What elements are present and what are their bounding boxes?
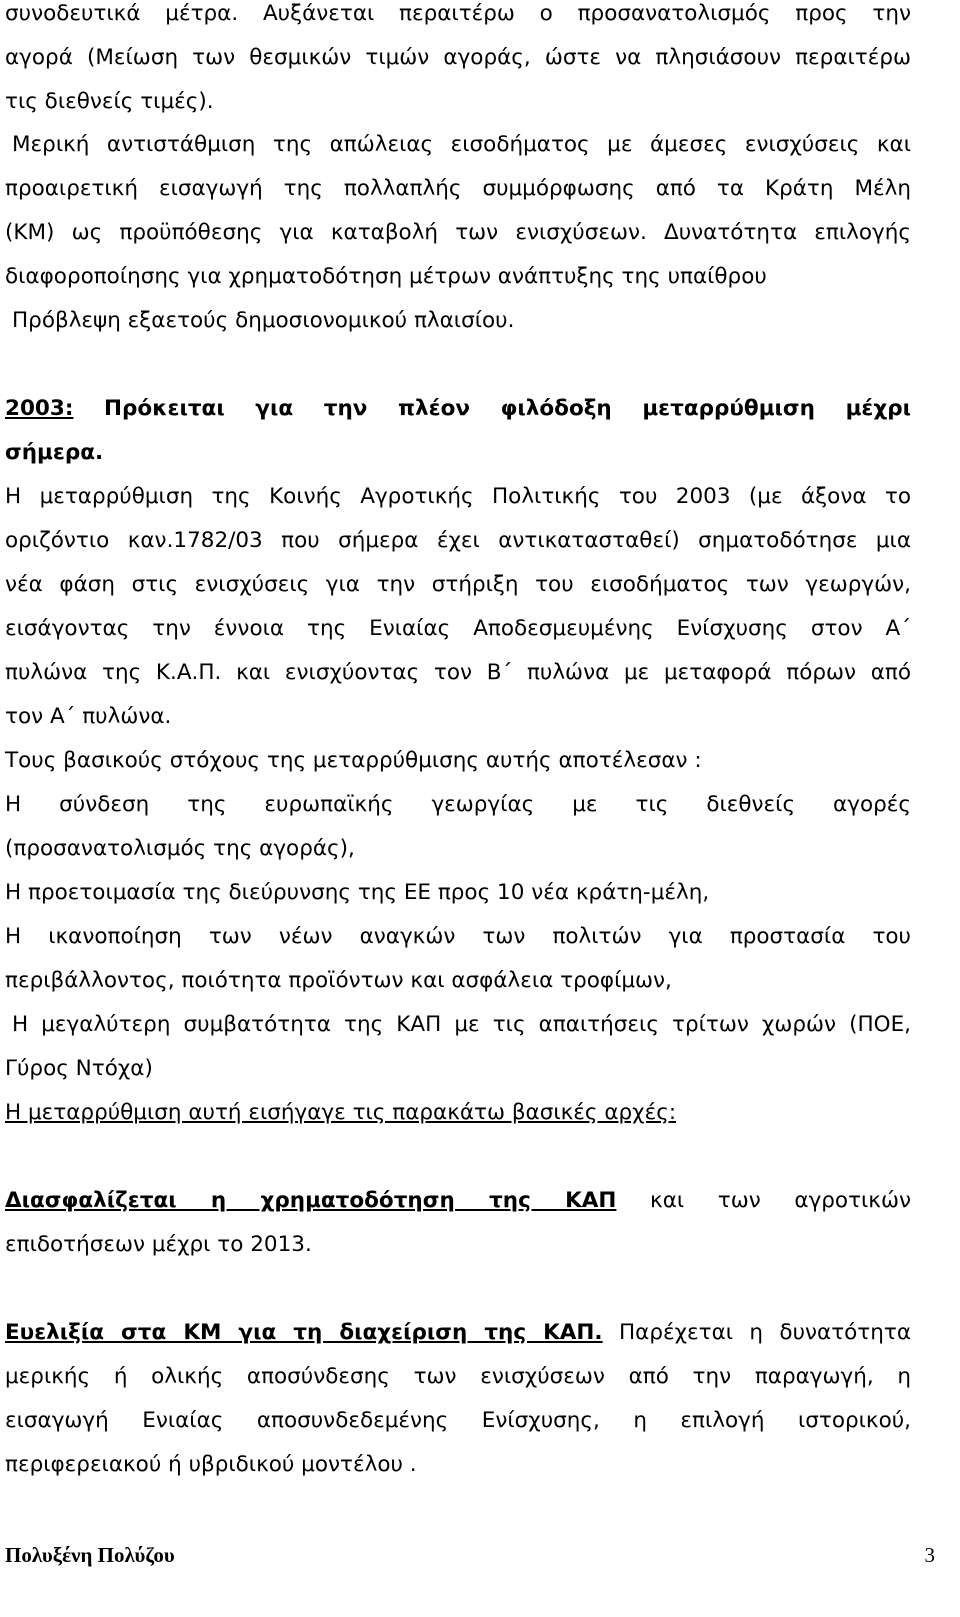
paragraph-line: περιφερειακού ή υβριδικού μοντέλου . [5, 1452, 417, 1477]
flex-line [5, 1313, 911, 1353]
paragraph-line: συνοδευτικά μέτρα. Αυξάνεται περαιτέρω ο προσανατολισμός προς την [5, 1, 911, 26]
paragraph-line: επιδοτήσεων μέχρι το 2013. [5, 1232, 312, 1257]
funding-rest: και των αγροτικών [616, 1188, 911, 1213]
paragraph-line: προαιρετική εισαγωγή της πολλαπλής συμμόρφωσης από τα Κράτη Μέλη [5, 176, 911, 201]
heading-text: Πρόκειται για την πλέον φιλόδοξη μεταρρύθμιση μέχρι [73, 396, 911, 421]
paragraph-line: τον Α΄ πυλώνα. [5, 704, 172, 729]
paragraph-line: Γύρος Ντόχα) [5, 1056, 153, 1081]
paragraph-line: Πρόβλεψη εξαετούς δημοσιονομικού πλαισίου. [12, 308, 515, 333]
funding-line [5, 1181, 911, 1221]
principles-heading: Η μεταρρύθμιση αυτή εισήγαγε τις παρακάτω βασικές αρχές: [5, 1100, 677, 1125]
paragraph-line: Η σύνδεση της ευρωπαϊκής γεωργίας με τις διεθνείς αγορές [5, 792, 911, 817]
paragraph-line: εισάγοντας την έννοια της Ενιαίας Αποδεσμευμένης Ενίσχυσης στον Α΄ [5, 616, 911, 641]
paragraph-line: νέα φάση στις ενισχύσεις για την στήριξη του εισοδήματος των γεωργών, [5, 572, 911, 597]
heading-2003-line2: σήμερα. [5, 440, 104, 465]
paragraph-line: μερικής ή ολικής αποσύνδεσης των ενισχύσεων από την παραγωγή, η [5, 1364, 911, 1389]
heading-2003 [5, 389, 911, 429]
footer-author: Πολυξένη Πολύζου [5, 1543, 175, 1567]
paragraph-line: αγορά (Μείωση των θεσμικών τιμών αγοράς, ώστε να πλησιάσουν περαιτέρω [5, 45, 911, 70]
paragraph-line: Η προετοιμασία της διεύρυνσης της ΕΕ προς 10 νέα κράτη-μέλη, [5, 880, 710, 905]
paragraph-line: περιβάλλοντος, ποιότητα προϊόντων και ασφάλεια τροφίμων, [5, 968, 672, 993]
flex-bold: Ευελιξία στα ΚΜ για τη διαχείριση της ΚΑΠ. [5, 1320, 603, 1345]
paragraph-line: Η ικανοποίηση των νέων αναγκών των πολιτών για προστασία του [5, 924, 911, 949]
paragraph-line: διαφοροποίησης για χρηματοδότηση μέτρων ανάπτυξης της υπαίθρου [5, 264, 767, 289]
funding-bold: Διασφαλίζεται η χρηματοδότηση της ΚΑΠ [5, 1188, 617, 1213]
paragraph-line: Μερική αντιστάθμιση της απώλειας εισοδήματος με άμεσες ενισχύσεις και [12, 132, 911, 157]
heading-year: 2003: [5, 396, 74, 421]
footer-page-number: 3 [924, 1543, 935, 1567]
paragraph-line: Η μεγαλύτερη συμβατότητα της ΚΑΠ με τις απαιτήσεις τρίτων χωρών (ΠΟΕ, [12, 1012, 911, 1037]
paragraph-line: εισαγωγή Ενιαίας αποσυνδεδεμένης Ενίσχυσης, η επιλογή ιστορικού, [5, 1408, 911, 1433]
paragraph-line: οριζόντιο καν.1782/03 που σήμερα έχει αντικατασταθεί) σηματοδότησε μια [5, 528, 911, 553]
flex-rest: Παρέχεται η δυνατότητα [602, 1320, 911, 1345]
paragraph-line: Τους βασικούς στόχους της μεταρρύθμισης αυτής αποτέλεσαν : [5, 748, 702, 773]
paragraph-line: Η μεταρρύθμιση της Κοινής Αγροτικής Πολιτικής του 2003 (με άξονα το [5, 484, 911, 509]
paragraph-line: πυλώνα της Κ.Α.Π. και ενισχύοντας τον Β΄ πυλώνα με μεταφορά πόρων από [5, 660, 911, 685]
paragraph-line: (ΚΜ) ως προϋπόθεσης για καταβολή των ενισχύσεων. Δυνατότητα επιλογής [5, 220, 911, 245]
paragraph-line: (προσανατολισμός της αγοράς), [5, 836, 355, 861]
paragraph-line: τις διεθνείς τιμές). [5, 89, 214, 114]
